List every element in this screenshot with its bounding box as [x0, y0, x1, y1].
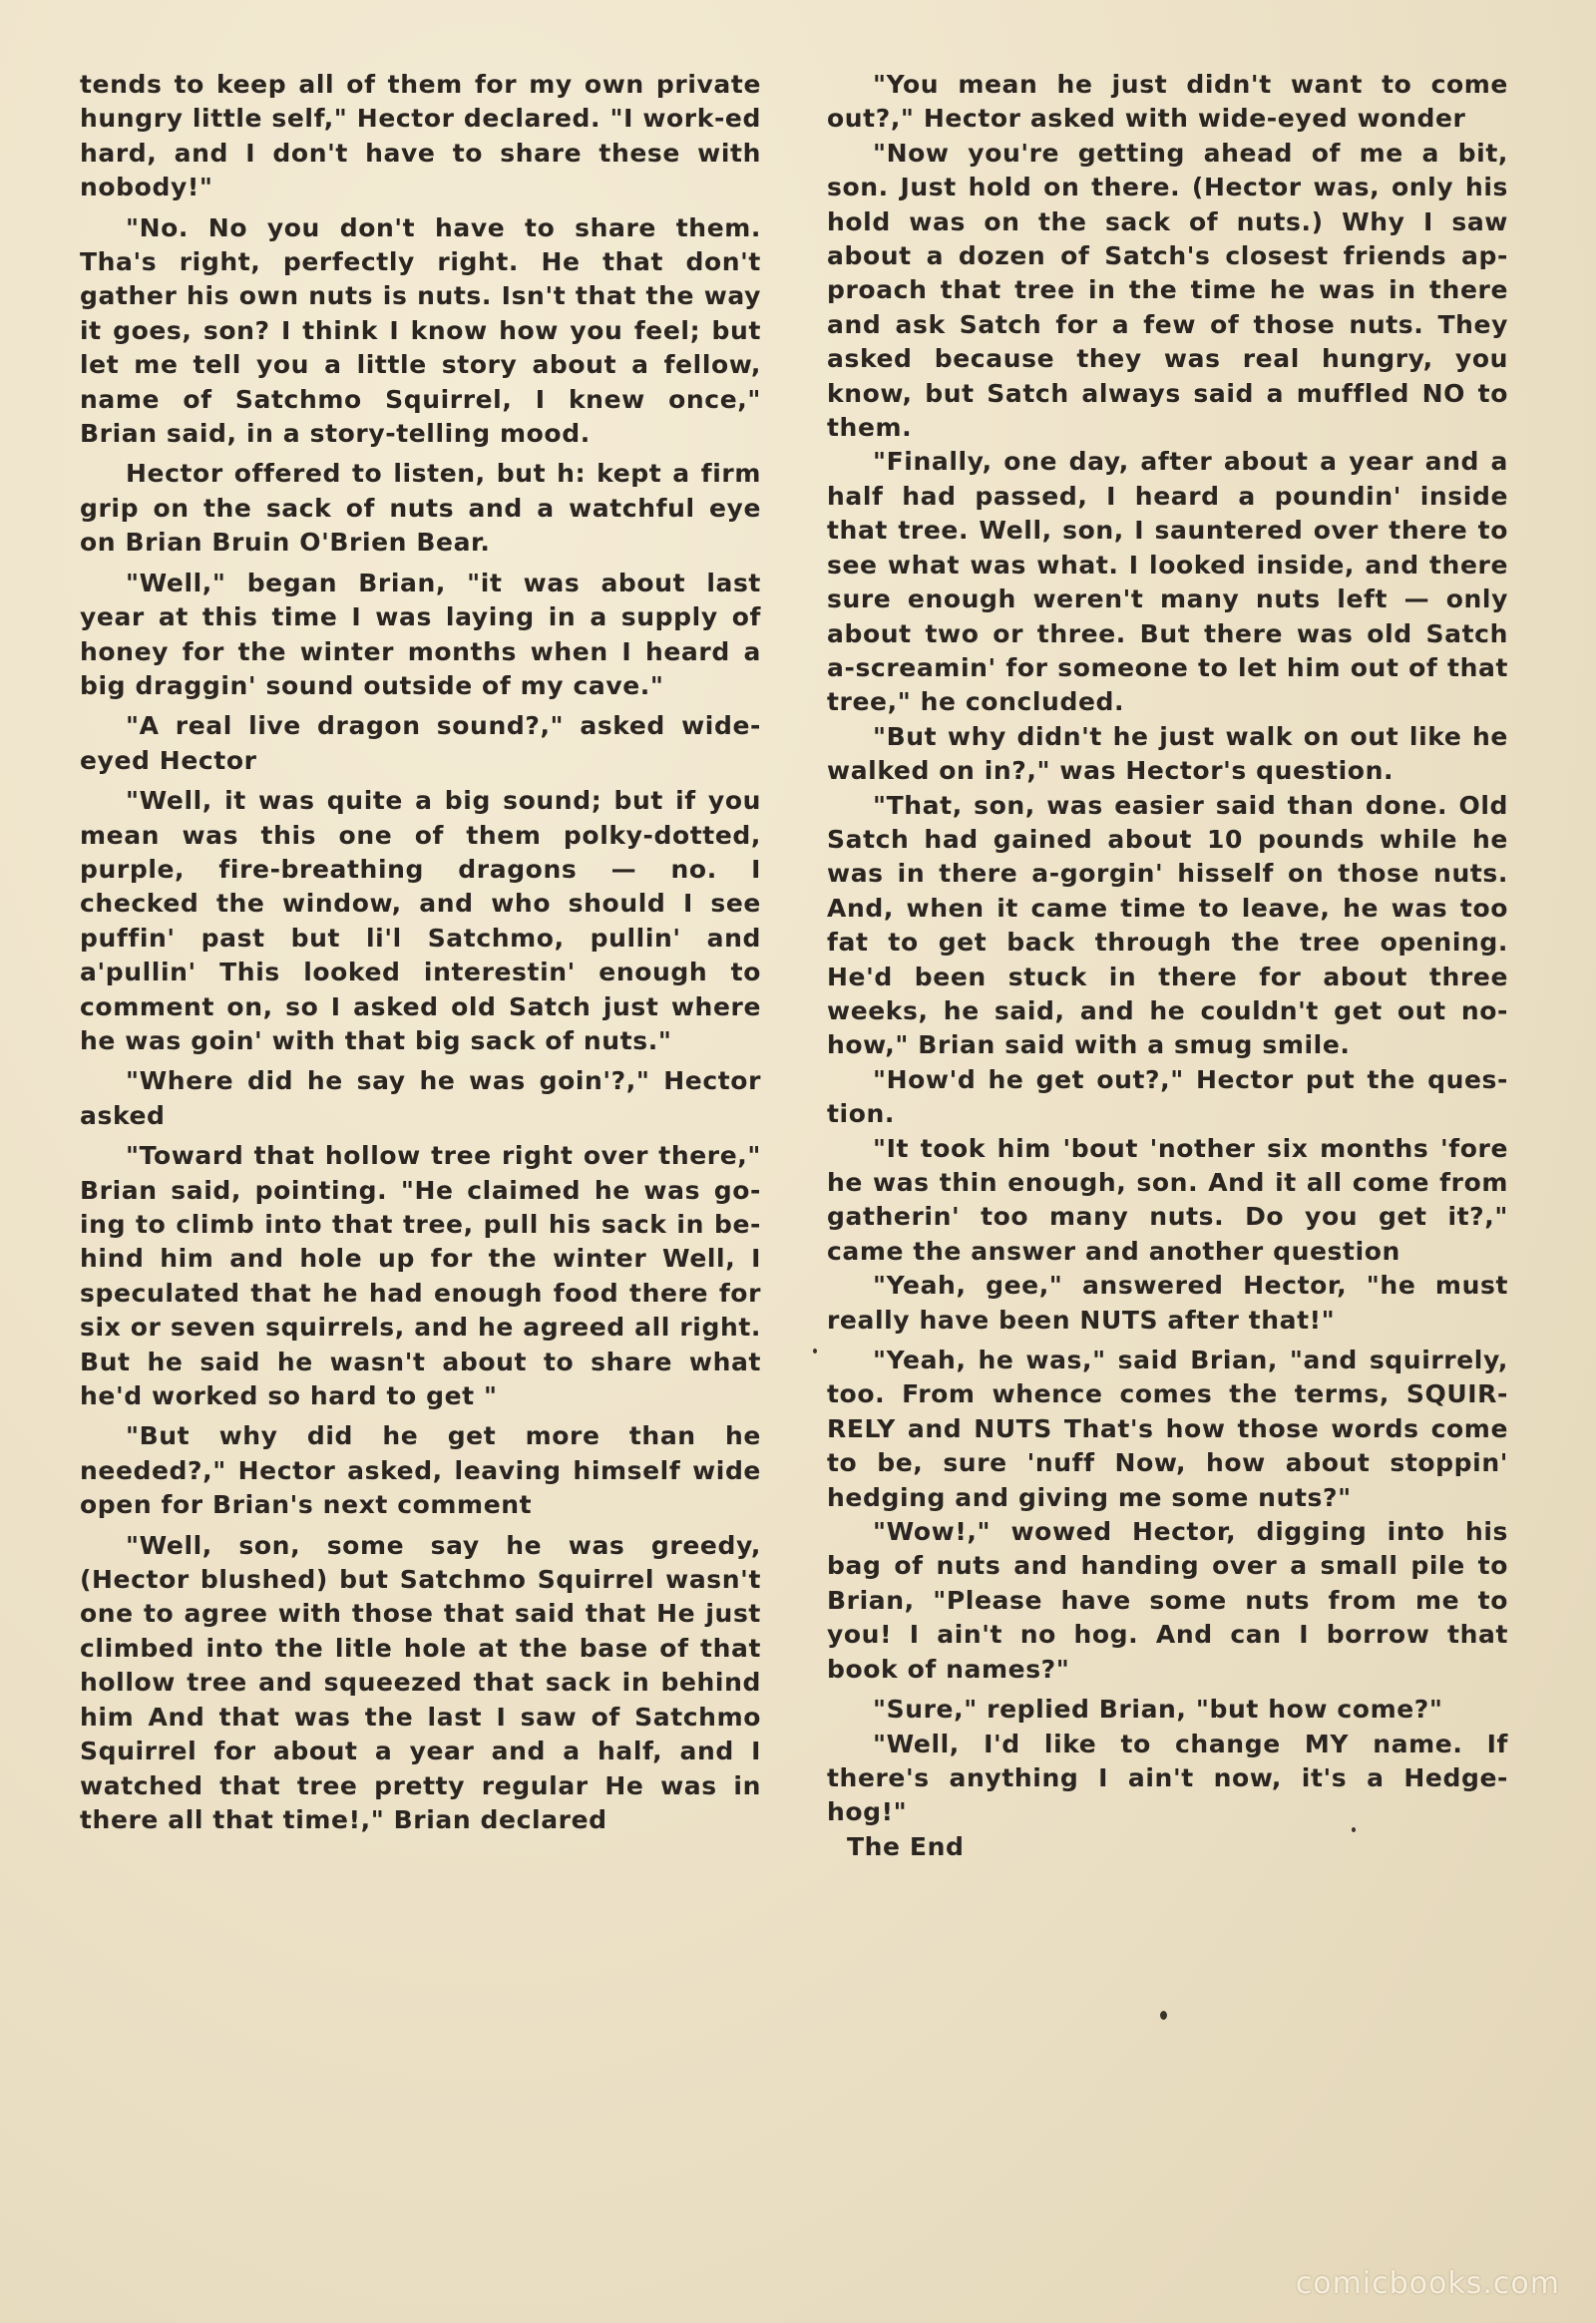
paragraph: "You mean he just didn't want to come out?," Hector asked with wide-eyed wonder — [827, 70, 1508, 134]
site-watermark: comicbooks.com — [1295, 2266, 1560, 2301]
paragraph: "Where did he say he was goin'?," Hector asked — [80, 1066, 761, 1130]
paragraph: "Wow!," wowed Hector, digging into his bag of nuts and handing over a small pile to Brian, "Please have some nuts from me to you! I ain't no hog. And can I borrow that book of names?" — [827, 1517, 1508, 1684]
paragraph: "Well, it was quite a big sound; but if you mean was this one of them polky-dotted, purple, fire-breathing dragons — no. I checked the window, and who should I see puffin' past but li'l Satchmo, pullin' and a'pullin' This looked interestin' enough to comment on, so I asked old Satch just where he was goin' with that big sack of nuts." — [80, 786, 761, 1055]
the-end-label: The End — [847, 1831, 965, 1861]
paragraph: "No. No you don't have to share them. Tha's right, perfectly right. He that don't gather his own nuts is nuts. Isn't that the way it goes, son? I think I know how you feel; but let me tell you a little story about a fellow, name of Satchmo Squirrel, I knew once," Brian said, in a story-telling mood. — [80, 212, 761, 449]
paragraph: "Well, son, some say he was greedy, (Hector blushed) but Satchmo Squirrel wasn't one to agree with those that said that He just climbed into the litle hole at the base of that hollow tree and squeezed that sack in behind him And that was the last I saw of Satchmo Squirrel for about a year and a half, and I watched that tree pretty regular He was in there all that time!," Brian declared — [80, 1530, 761, 1834]
paragraph: "How'd he get out?," Hector put the ques-tion. — [827, 1064, 1508, 1129]
paragraph: "Yeah, he was," said Brian, "and squirrely, too. From whence comes the terms, SQUIR-RELY and NUTS That's how those words come to be, sure 'nuff Now, how about stoppin' hedging and giving me some nuts?" — [827, 1346, 1508, 1512]
paragraph: "Finally, one day, after about a year and a half had passed, I heard a poundin' inside that tree. Well, son, I sauntered over there to see what was what. I looked inside, and there sure enough weren't many nuts left — only about two or three. But there was old Satch a-screamin' for someone to let him out of that tree," he concluded. — [827, 447, 1508, 717]
paragraph: "But why did he get more than he needed?," Hector asked, leaving himself wide open for Brian's next comment — [80, 1421, 761, 1520]
paragraph: "Sure," replied Brian, "but how come?" — [873, 1695, 1443, 1725]
paragraph: "That, son, was easier said than done. Old Satch had gained about 10 pounds while he was in there a-gorgin' hisself on those nuts. And, when it came time to leave, he was too fat to get back through the tree opening. He'd been stuck in there for about three weeks, he said, and he couldn't get out no-how," Brian said with a smug smile. — [827, 790, 1508, 1060]
paragraph: "Toward that hollow tree right over there," Brian said, pointing. "He claimed he was go-ing to climb into that tree, pull his sack in be-hind him and hole up for the winter Well, I speculated that he had enough food there for six or seven squirrels, and he agreed all right. But he said he wasn't about to share what he'd worked so hard to get " — [80, 1141, 761, 1411]
left-text-column — [80, 68, 761, 1843]
ink-speck — [1352, 1827, 1356, 1832]
paragraph: "Well," began Brian, "it was about last year at this time I was laying in a supply of honey for the winter months when I heard a big draggin' sound outside of my cave." — [80, 568, 761, 700]
paragraph: "But why didn't he just walk on out like he walked on in?," was Hector's question. — [827, 721, 1508, 786]
paragraph: "A real live dragon sound?," asked wide-eyed Hector — [80, 711, 761, 775]
ink-speck — [1160, 2011, 1167, 2020]
paragraph: "Yeah, gee," answered Hector, "he must really have been NUTS after that!" — [827, 1271, 1508, 1335]
paragraph: "Now you're getting ahead of me a bit, son. Just hold on there. (Hector was, only his hold was on the sack of nuts.) Why I saw about a dozen of Satch's closest friends ap-proach that tree in the time he was in there and ask Satch for a few of those nuts. They asked because they was real hungry, you know, but Satch always said a muffled NO to them. — [827, 138, 1508, 443]
paragraph: tends to keep all of them for my own private hungry little self," Hector declared. "I work-ed hard, and I don't have to share these with nobody!" — [80, 70, 761, 202]
ink-speck — [813, 1349, 817, 1354]
paragraph: Hector offered to listen, but h: kept a firm grip on the sack of nuts and a watchful eye on Brian Bruin O'Brien Bear. — [80, 459, 761, 558]
paragraph: "Well, I'd like to change MY name. If there's anything I ain't now, it's a Hedge-hog!" — [827, 1729, 1508, 1827]
right-text-column — [827, 68, 1508, 1870]
paragraph: "It took him 'bout 'nother six months 'fore he was thin enough, son. And it all come from gatherin' too many nuts. Do you get it?," came the answer and another question — [827, 1133, 1508, 1266]
